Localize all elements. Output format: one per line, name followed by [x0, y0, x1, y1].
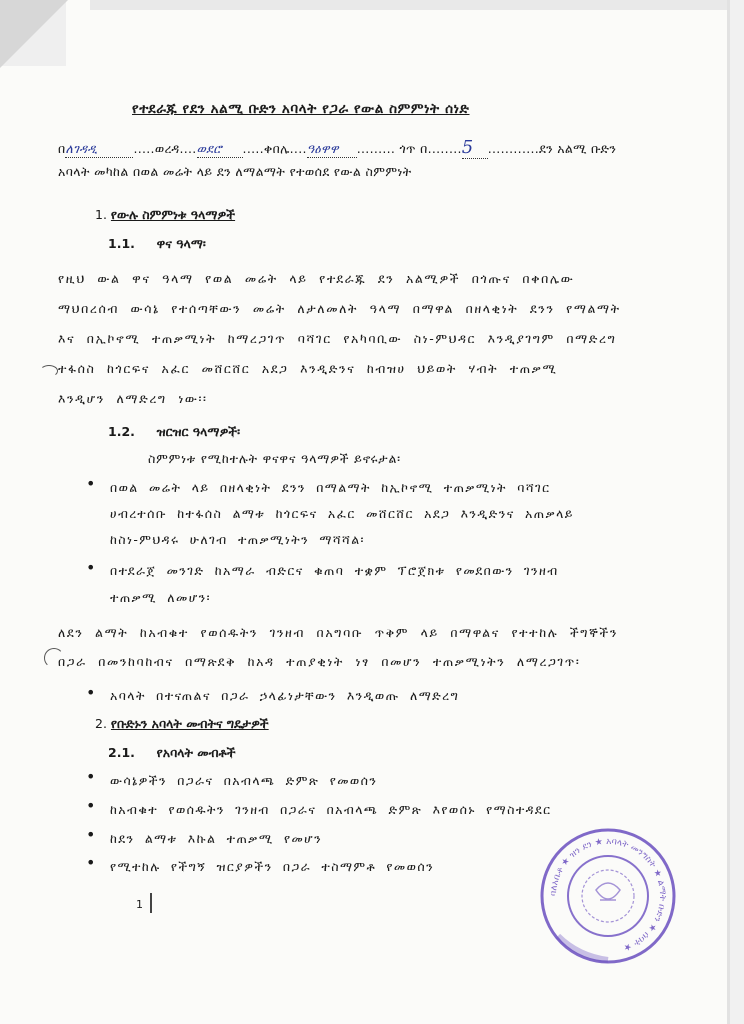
bullet-2-line: ተጠቃሚ ለመሆን፡	[110, 590, 211, 605]
kebele-label: ቀበሌ	[263, 141, 290, 156]
bullet-single: አባላት በተናጠልና በጋራ ኃላፊነታቸውን እንዲወጡ ለማድረግ	[110, 688, 460, 703]
page-number: 1	[136, 898, 143, 911]
intro-line-1: በለገዳዲ .....ወረዳ....ወደሮ .....ቀበሌ....ዓዕዋዋ ......... ጎጥ በ........5 ............ደን አልሚ ቡድን	[58, 137, 617, 158]
main-purpose-line: እና በኢኮኖሚ ተጠቃሚነት ከማረጋገጥ ባሻገር የአካባቢው ስነ-ምህዳር እንዲያገግም በማድረግ	[58, 331, 617, 346]
section-1-1-number: 1.1.	[108, 236, 135, 251]
section-2-label: የቡድኑን አባላት መብትና ግዴታዎች	[110, 716, 269, 731]
stamp-inner-ring	[568, 856, 648, 936]
section-2-1-heading	[108, 745, 236, 761]
paragraph-2-line: ለደን ልማት ከአብቁተ የወሰዱትን ገንዘብ በአግባቡ ጥቅም ላይ በማዋልና የተተከሉ ችግኞችን	[58, 625, 619, 640]
main-purpose-line: ተፋሰስ ከጎርፍና አፈር መሸርሸር አደጋ እንዲድንና ከብዝሀ ህይወት ሃብት ተጠቃሚ	[58, 361, 558, 376]
main-purpose-line: የዚህ ውል ዋና ዓላማ የወል መሬት ላይ የተደራጁ ደን አልሚዎች በጎጡና በቀበሌው	[58, 271, 575, 286]
stamp-text-path: ባለአቤቶ ★ ዝን ደን ★ አባላት መንግስት ★ ልማት ቡድን ★ ሰባት ★	[548, 836, 668, 953]
official-stamp	[538, 826, 678, 966]
section-1-2-number: 1.2.	[108, 424, 135, 439]
got-label: ጎጥ በ	[399, 141, 428, 156]
got-fill: ዓዕዋዋ	[307, 141, 357, 158]
specific-intro: ስምምነቱ የሚከተሉት ዋናዋና ዓላማዎች ይኖሩታል፡	[148, 451, 401, 466]
bullet-2-line: በተደራጀ መንገድ ከአማራ ብድርና ቁጠባ ተቋም ፕሮጀክቱ የመደበውን ገንዘብ	[110, 563, 559, 578]
kebele-fill: ወደሮ	[197, 141, 243, 158]
section-2-number: 2.	[95, 716, 107, 731]
section-2-1-label: የአባላት መብቶች	[156, 745, 236, 760]
main-purpose-line: ማህበረሰብ ውሳኔ የተሰጣቸውን መሬት ለታለመለት ዓላማ በማዋል በዘላቂነት ደንን የማልማት	[58, 301, 621, 316]
section-1-1-heading	[108, 236, 206, 252]
section-2-1-number: 2.1.	[108, 745, 135, 760]
rights-item: የሚተከሉ የችግኝ ዝርያዎችን በጋራ ተስማምቶ የመወሰን	[110, 859, 435, 874]
bullet-1-line: ሀብረተሰቡ ከተፋሰስ ልማቱ ከጎርፍና አፈር መሸርሸር አደጋ እንዲድንና አጠቃላይ	[110, 506, 574, 521]
section-2-heading	[95, 716, 269, 732]
rights-item: ከአብቁተ የወሰዱትን ገንዘብ በጋራና በአብላጫ ድምጽ እየወሰኑ የማስተዳደር	[110, 802, 552, 817]
section-1-number: 1.	[95, 207, 107, 222]
pen-mark	[44, 648, 64, 668]
woreda-fill: ለገዳዲ	[65, 141, 133, 158]
bullet-dot: •	[86, 796, 96, 815]
bullet-1-line: ከስነ-ምህዳሩ ሁለገብ ተጠቃሚነትን ማሻሻል፡	[110, 532, 365, 547]
scan-edge-top	[90, 0, 744, 10]
document-title: የተደራጁ የደን አልሚ ቡድን አባላት የጋራ የውል ስምምነት ሰነድ	[132, 101, 470, 117]
section-1-2-heading	[108, 424, 240, 440]
rights-item: ከደን ልማቱ እኩል ተጠቃሚ የመሆን	[110, 831, 323, 846]
main-purpose-line: እንዲሆን ለማድረግ ነው፡፡	[58, 391, 208, 406]
woreda-label: ወረዳ	[154, 141, 180, 156]
pen-mark	[40, 365, 58, 377]
folded-corner	[0, 0, 68, 68]
group-number-fill: 5	[462, 137, 488, 159]
section-1-heading	[95, 207, 235, 223]
section-1-label: የውሉ ስምምነቱ ዓላማዎች	[110, 207, 236, 222]
bullet-dot: •	[86, 683, 96, 702]
bullet-dot: •	[86, 474, 96, 493]
scan-edge-right	[730, 0, 744, 1024]
rights-item: ውሳኔዎችን በጋራና በአብላጫ ድምጽ የመወሰን	[110, 773, 378, 788]
bullet-1-line: በወል መሬት ላይ በዘላቂነት ደንን በማልማት ከኢኮኖሚ ተጠቃሚነት ባሻገር	[110, 480, 551, 495]
bullet-dot: •	[86, 558, 96, 577]
section-1-1-label: ዋና ዓላማ፡	[156, 236, 206, 251]
bullet-dot: •	[86, 825, 96, 844]
section-1-2-label: ዝርዝር ዓላማዎች፡	[156, 424, 241, 439]
intro-line-2: አባላት መካከል በወል መሬት ላይ ደን ለማልማት የተወሰደ የውል ስምምነት	[58, 164, 412, 179]
intro-prefix: በ	[58, 141, 66, 156]
paragraph-2-line: በጋራ በመንከባከብና በማጽደቅ ከአዳ ተጠያቂነት ነፃ በመሆን ተጠቃሚነትን ለማረጋገጥ፡	[58, 654, 581, 669]
stamp-emblem-figure	[596, 883, 620, 900]
group-label: ደን አልሚ ቡድን	[539, 141, 617, 156]
bullet-dot: •	[86, 767, 96, 786]
page-number-mark	[150, 893, 152, 913]
stamp-emblem	[582, 870, 634, 922]
bullet-dot: •	[86, 853, 96, 872]
